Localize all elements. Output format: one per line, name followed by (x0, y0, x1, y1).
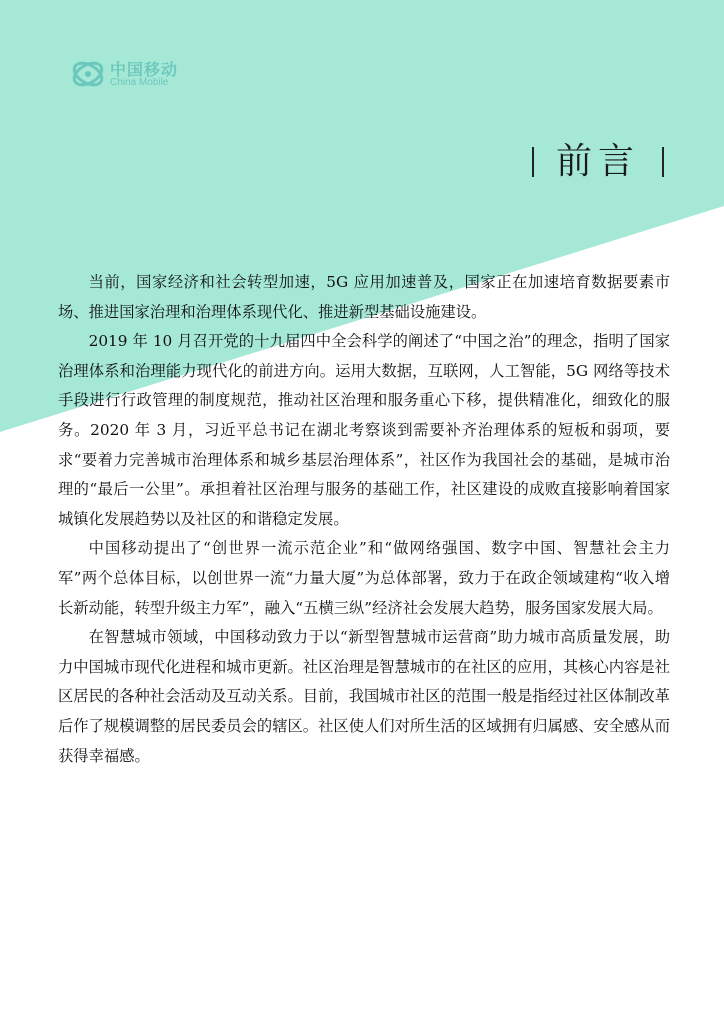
paragraph-4: 在智慧城市领域，中国移动致力于以“新型智慧城市运营商”助力城市高质量发展，助力中国城市现代化进程和城市更新。社区治理是智慧城市的在社区的应用，其核心内容是社区居民的各种社会活动及互动关系。目前，我国城市社区的范围一般是指经过社区体制改革后作了规模调整的居民委员会的辖区。社区使人们对所生活的区域拥有归属感、安全感从而获得幸福感。 (58, 628, 670, 765)
title-left-bar (532, 147, 534, 177)
brand-name-cn: 中国移动 (110, 60, 179, 79)
paragraph-3: 中国移动提出了“创世界一流示范企业”和“做网络强国、数字中国、智慧社会主力军”两个总体目标，以创世界一流“力量大厦”为总体部署，致力于在政企领域建构“收入增长新动能，转型升级主力军”，融入“五横三纵”经济社会发展大趋势，服务国家发展大局。 (58, 539, 670, 617)
title-right-bar (662, 147, 664, 177)
china-mobile-logo-icon (70, 57, 106, 91)
page-title: 前言 (555, 141, 640, 182)
preface-body (58, 268, 670, 771)
paragraph-1: 当前，国家经济和社会转型加速，5G 应用加速普及，国家正在加速培育数据要素市场、推进国家治理和治理体系现代化、推进新型基础设施建设。 (58, 273, 670, 321)
brand-name-en: China Mobile (110, 77, 169, 88)
paragraph-2: 2019 年 10 月召开党的十九届四中全会科学的阐述了“中国之治”的理念，指明了国家治理体系和治理能力现代化的前进方向。运用大数据，互联网，人工智能，5G 网络等技术手段进行行政管理的制度规范，推动社区治理和服务重心下移，提供精准化，细致化的服务。2020 年 3 月，习近平总书记在湖北考察谈到需要补齐治理体系的短板和弱项，要求“要着力完善城市治理体系和城乡基层治理体系”，社区作为我国社会的基础，是城市治理的“最后一公里”。承担着社区治理与服务的基础工作，社区建设的成败直接影响着国家城镇化发展趋势以及社区的和谐稳定发展。 (58, 332, 670, 528)
china-mobile-logo (70, 55, 210, 95)
page-title-block (532, 140, 664, 184)
